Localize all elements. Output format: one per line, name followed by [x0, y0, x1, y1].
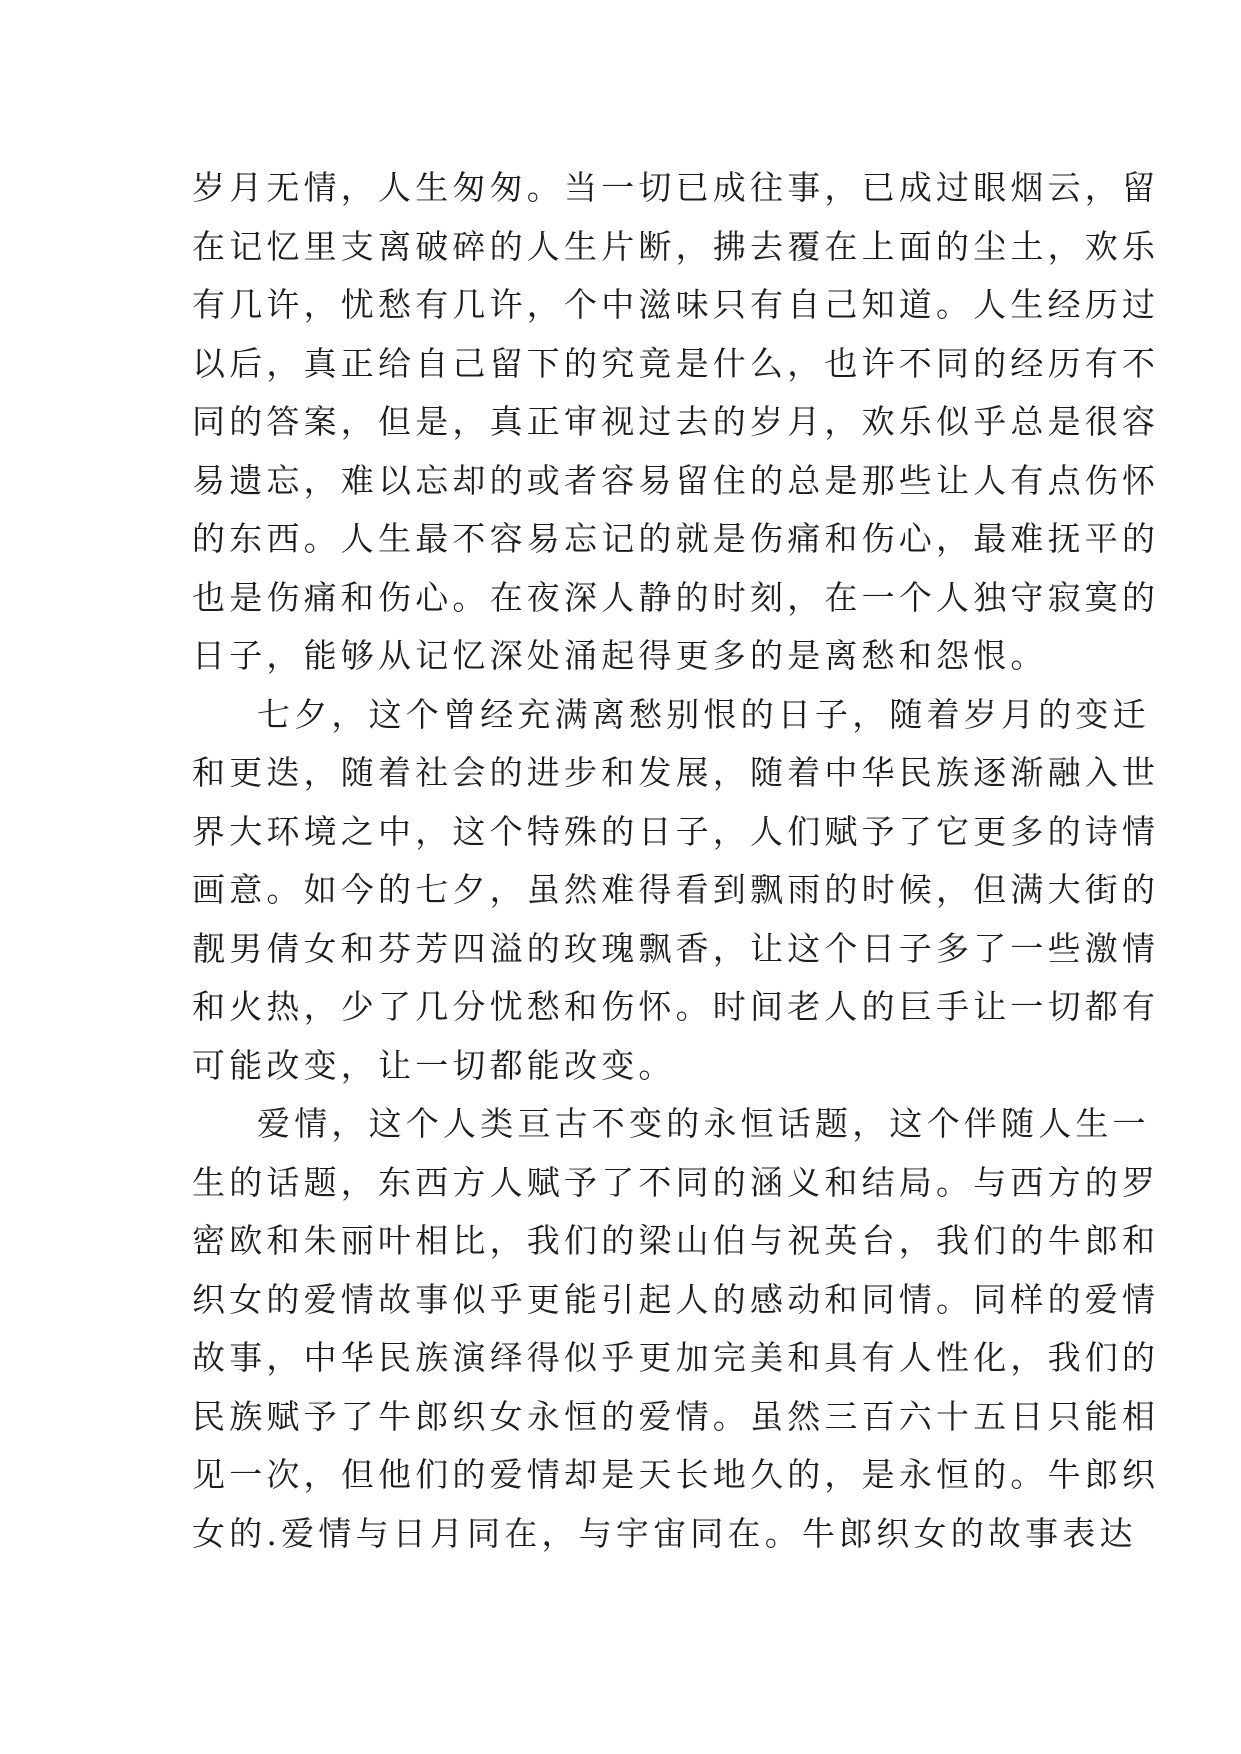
text-line: 和火热，少了几分忧愁和伤怀。时间老人的巨手让一切都有: [192, 987, 1160, 1026]
text-line: 可能改变，让一切都能改变。: [192, 1045, 676, 1085]
text-line: 故事，中华民族演绎得似乎更加完美和具有人性化，我们的: [192, 1338, 1160, 1377]
text-line: 在记忆里支离破碎的人生片断，拂去覆在上面的尘土，欢乐: [192, 226, 1160, 266]
text-line: 女的.爱情与日月同在，与宇宙同在。牛郎织女的故事表达: [192, 1513, 1137, 1553]
text-line: 靓男倩女和芬芳四溢的玫瑰飘香，让这个日子多了一些激情: [192, 928, 1160, 968]
text-line: 也是伤痛和伤心。在夜深人静的时刻，在一个人独守寂寞的: [192, 577, 1160, 617]
text-line: 见一次，但他们的爱情却是天长地久的，是永恒的。牛郎织: [192, 1455, 1160, 1494]
text-line: 界大环境之中，这个特殊的日子，人们赋予了它更多的诗情: [192, 811, 1160, 851]
text-line: 易遗忘，难以忘却的或者容易留住的总是那些让人有点伤怀: [192, 460, 1160, 500]
text-line: 民族赋予了牛郎织女永恒的爱情。虽然三百六十五日只能相: [192, 1396, 1160, 1436]
paragraph-2: [192, 686, 1160, 1096]
text-line: 生的话题，东西方人赋予了不同的涵义和结局。与西方的罗: [192, 1162, 1160, 1202]
text-line: 日子，能够从记忆深处涌起得更多的是离愁和怨恨。: [192, 636, 1048, 675]
paragraph-1: [192, 159, 1160, 686]
text-line: 和更迭，随着社会的进步和发展，随着中华民族逐渐融入世: [192, 753, 1160, 792]
paragraph-3: [192, 1095, 1160, 1563]
text-line: 密欧和朱丽叶相比，我们的梁山伯与祝英台，我们的牛郎和: [192, 1221, 1160, 1260]
text-line: 爱情，这个人类亘古不变的永恒话题，这个伴随人生一: [257, 1104, 1150, 1143]
text-line: 的东西。人生最不容易忘记的就是伤痛和伤心，最难抚平的: [192, 519, 1160, 558]
text-line: 七夕，这个曾经充满离愁别恨的日子，随着岁月的变迁: [257, 694, 1150, 734]
text-line: 以后，真正给自己留下的究竟是什么，也许不同的经历有不: [192, 343, 1160, 383]
text-line: 岁月无情，人生匆匆。当一切已成往事，已成过眼烟云，留: [192, 168, 1160, 207]
text-line: 画意。如今的七夕，虽然难得看到飘雨的时候，但满大街的: [192, 870, 1160, 909]
text-line: 织女的爱情故事似乎更能引起人的感动和同情。同样的爱情: [192, 1279, 1160, 1319]
text-line: 同的答案，但是，真正审视过去的岁月，欢乐似乎总是很容: [192, 402, 1160, 441]
body-text: [192, 159, 1160, 1563]
text-line: 有几许，忧愁有几许，个中滋味只有自己知道。人生经历过: [192, 285, 1160, 324]
